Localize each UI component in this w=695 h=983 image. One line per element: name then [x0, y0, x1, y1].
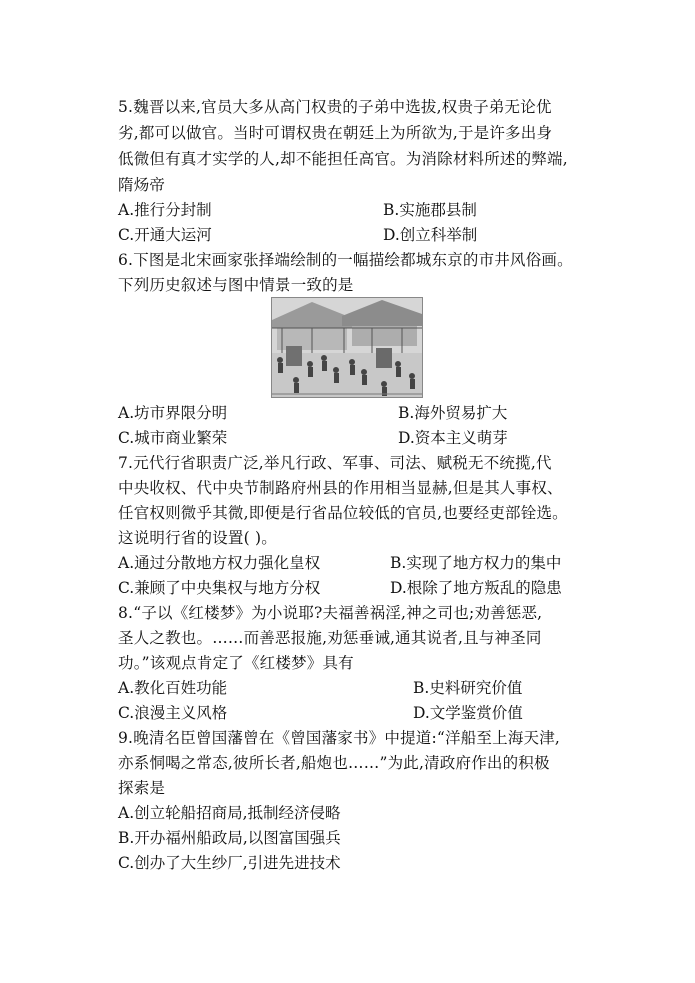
q9-option-b: B.开办福州船政局,以图富国强兵 [118, 829, 341, 847]
q5-line-2: 劣,都可以做官。当时可谓权贵在朝廷上为所欲为,于是许多出身 [118, 124, 553, 142]
q7-option-b: B.实现了地方权力的集中 [390, 554, 562, 572]
q9-option-a: A.创立轮船招商局,抵制经济侵略 [118, 804, 341, 822]
q5-line-3: 低微但有真才实学的人,却不能担任高官。为消除材料所述的弊端, [118, 150, 568, 168]
q8-line-2: 圣人之教也。……而善恶报施,劝惩垂诫,通其说者,且与神圣同 [118, 629, 542, 647]
q7-option-d: D.根除了地方叛乱的隐患 [390, 579, 562, 597]
q7-line-2: 中央收权、代中央节制路府州县的作用相当显赫,但是其人事权、 [118, 479, 563, 497]
q6-line-2: 下列历史叙述与图中情景一致的是 [118, 276, 354, 294]
q6-option-b: B.海外贸易扩大 [398, 404, 508, 422]
q6-line-1: 6.下图是北宋画家张择端绘制的一幅描绘都城东京的市井风俗画。 [118, 251, 573, 269]
q9-line-2: 亦系恫喝之常态,彼所长者,船炮也……”为此,清政府作出的积极 [118, 754, 550, 772]
q7-line-4: 这说明行省的设置( )。 [118, 529, 277, 547]
q8-option-a: A.教化百姓功能 [118, 679, 228, 697]
q7-line-1: 7.元代行省职责广泛,举凡行政、军事、司法、赋税无不统揽,代 [118, 454, 552, 472]
q6-option-a: A.坊市界限分明 [118, 404, 228, 422]
q8-option-d: D.文学鉴赏价值 [413, 704, 523, 722]
q9-line-3: 探索是 [118, 779, 166, 797]
q5-line-1: 5.魏晋以来,官员大多从高门权贵的子弟中选拔,权贵子弟无论优 [118, 98, 552, 116]
q5-line-4: 隋炀帝 [118, 176, 166, 194]
painting-illustration-icon [271, 297, 423, 398]
q8-line-1: 8.“子以《红楼梦》为小说耶?夫福善祸淫,神之司也;劝善惩恶, [118, 604, 543, 622]
q8-option-b: B.史料研究价值 [413, 679, 523, 697]
q7-option-c: C.兼顾了中央集权与地方分权 [118, 579, 321, 597]
q5-option-d: D.创立科举制 [383, 226, 478, 244]
q5-option-a: A.推行分封制 [118, 201, 212, 219]
q5-option-b: B.实施郡县制 [383, 201, 477, 219]
q8-line-3: 功。”该观点肯定了《红楼梦》具有 [118, 654, 354, 672]
q6-option-c: C.城市商业繁荣 [118, 429, 228, 447]
q5-option-c: C.开通大运河 [118, 226, 212, 244]
q6-option-d: D.资本主义萌芽 [398, 429, 508, 447]
q9-option-c: C.创办了大生纱厂,引进先进技术 [118, 854, 341, 872]
q8-option-c: C.浪漫主义风格 [118, 704, 228, 722]
q7-line-3: 任官权则微乎其微,即便是行省品位较低的官员,也要经吏部铨选。 [118, 504, 568, 522]
q7-option-a: A.通过分散地方权力强化皇权 [118, 554, 321, 572]
q9-line-1: 9.晚清名臣曾国藩曾在《曾国藩家书》中提道:“洋船至上海天津, [118, 729, 561, 747]
